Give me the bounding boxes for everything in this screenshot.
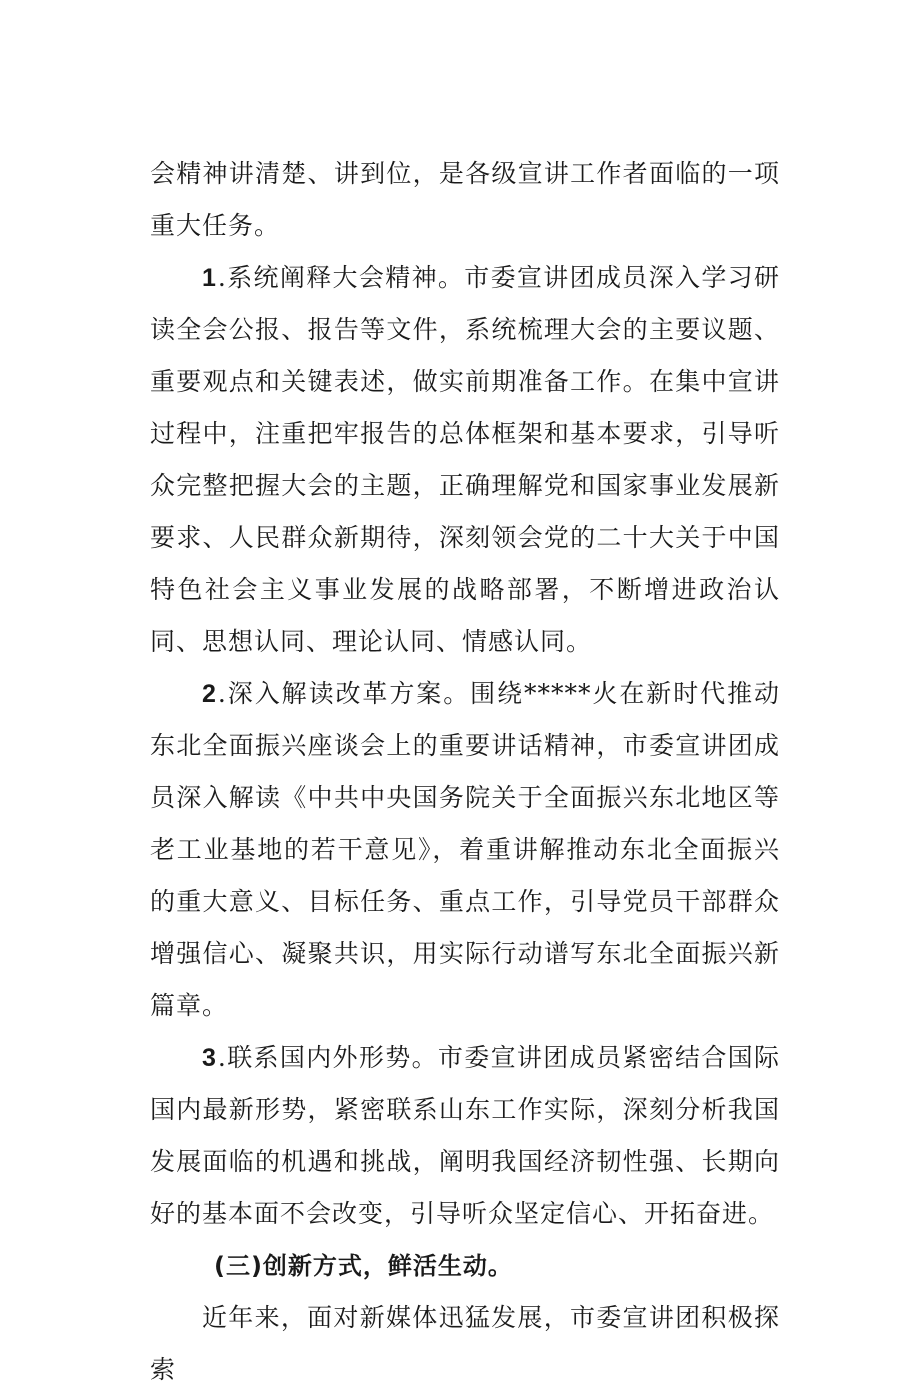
body-paragraph: 近年来，面对新媒体迅猛发展，市委宣讲团积极探索 [150, 1303, 780, 1384]
numbered-paragraph-3 [150, 1032, 780, 1240]
document-body [150, 148, 780, 1396]
continuation-paragraph: 会精神讲清楚、讲到位，是各级宣讲工作者面临的一项重大任务。 [150, 159, 780, 240]
paragraph-number: 3 [202, 1044, 218, 1072]
numbered-paragraph-1 [150, 252, 780, 668]
paragraph-number: 2 [202, 680, 218, 708]
paragraph-text: .联系国内外形势。市委宣讲团成员紧密结合国际国内最新形势，紧密联系山东工作实际，深刻分析我国发展面临的机遇和挑战，阐明我国经济韧性强、长期向好的基本面不会改变，引导听众坚定信心、开拓奋进。 [150, 1043, 780, 1228]
paragraph-text: .系统阐释大会精神。市委宣讲团成员深入学习研读全会公报、报告等文件，系统梳理大会的主要议题、重要观点和关键表述，做实前期准备工作。在集中宣讲过程中，注重把牢报告的总体框架和基本要求，引导听众完整把握大会的主题，正确理解党和国家事业发展新要求、人民群众新期待，深刻领会党的二十大关于中国特色社会主义事业发展的战略部署，不断增进政治认同、思想认同、理论认同、情感认同。 [150, 263, 780, 656]
paragraph-number: 1 [202, 264, 218, 292]
numbered-paragraph-2 [150, 668, 780, 1032]
section-heading: (三)创新方式，鲜活生动。 [214, 1252, 513, 1280]
paragraph-text: .深入解读改革方案。围绕*****火在新时代推动东北全面振兴座谈会上的重要讲话精神，市委宣讲团成员深入解读《中共中央国务院关于全面振兴东北地区等老工业基地的若干意见》，着重讲解推动东北全面振兴的重大意义、目标任务、重点工作，引导党员干部群众增强信心、凝聚共识，用实际行动谱写东北全面振兴新篇章。 [150, 679, 780, 1020]
